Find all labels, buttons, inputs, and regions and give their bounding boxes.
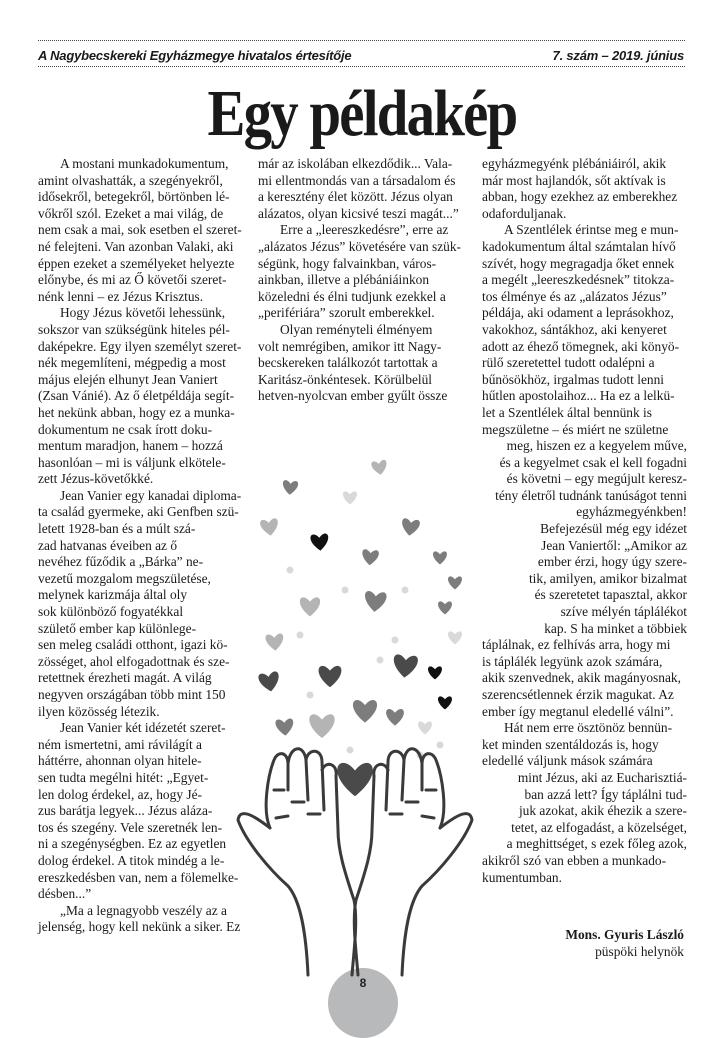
text-line: het nekünk abban, hogy ez a munka- xyxy=(38,404,235,420)
heart-icon xyxy=(371,459,388,476)
text-line: ember így megtanul eledellé válni”. xyxy=(482,703,674,719)
text-line: letett 1928-ban és a múlt szá- xyxy=(38,521,196,537)
issue-date: 7. szám – 2019. június xyxy=(552,48,684,63)
heart-icon xyxy=(300,597,320,616)
text-line: szívét, hogy megragadja őket ennek xyxy=(482,255,675,271)
text-line: tik, amilyen, amikor bizalmat xyxy=(528,570,687,586)
text-line: negyven országában több mint 150 xyxy=(38,687,226,702)
text-line: szíve mélyén táplálékot xyxy=(560,604,687,620)
publication-name: A Nagybecskereki Egyházmegye hivatalos értesítője xyxy=(38,48,352,63)
text-line: kap. S ha minket a többiek xyxy=(544,620,687,636)
text-line: Karitász-önkéntesek. Körülbelül xyxy=(258,371,433,387)
column-3 xyxy=(482,156,687,886)
heart-icon xyxy=(392,654,418,679)
text-line: let a Szentlélek által bennünk is xyxy=(482,404,652,420)
text-line: tos élménye és az „alázatos Jézus” xyxy=(482,288,667,304)
text-line: hűtlen apostolaihoz... Ha ez a lelkü- xyxy=(482,388,675,404)
text-line: Olyan reményteli élményem xyxy=(280,321,433,337)
paragraph xyxy=(38,720,244,903)
text-line: akik szenvednek, akik magányosnak, xyxy=(482,670,681,686)
text-line: is táplálék legyünk azok számára, xyxy=(482,653,663,669)
text-line: adott az éhező tömegnek, aki könyö- xyxy=(482,338,680,354)
dot-decoration xyxy=(297,632,304,639)
text-line: A mostani munkadokumentum, xyxy=(60,156,229,171)
paragraph xyxy=(258,322,468,405)
text-line: egyházmegyénkben! xyxy=(576,504,687,520)
heart-icon xyxy=(337,763,373,796)
text-line: és szeretetet tapasztal, akkor xyxy=(534,587,687,603)
text-line: sen meleg családi otthont, igazi kö- xyxy=(38,637,228,653)
text-line: akikről szó van ebben a munkado- xyxy=(482,852,667,868)
text-line: vőkről szól. Ezeket a mai világ, de xyxy=(38,205,224,221)
author-role: püspöki helynök xyxy=(595,944,684,959)
text-line: már most hajlandók, sőt aktívak is xyxy=(482,172,666,188)
text-line: volt nemrégiben, amikor itt Nagy- xyxy=(258,338,442,354)
text-line: len dolog érdekel, az, hogy Jé- xyxy=(38,786,202,802)
text-line: sen tudta megélni hitét: „Egyet- xyxy=(38,769,209,785)
paragraph xyxy=(482,156,687,222)
text-line: Jean Vaniertől: „Amikor az xyxy=(541,537,687,553)
text-line: nék megemlíteni, mégpedig a most xyxy=(38,355,226,371)
text-line: „alázatos Jézus” követésére van szük- xyxy=(258,238,461,254)
dot-decoration xyxy=(307,692,314,699)
paragraph xyxy=(258,156,468,222)
text-line: ereszkedésben van, nem a fölemelke- xyxy=(38,869,239,885)
text-line: előnybe, és mi az Ő követői szeret- xyxy=(38,272,227,288)
header-rule-top xyxy=(38,40,685,41)
text-line: ember érzi, hogy úgy szere- xyxy=(537,554,687,570)
text-line: vezetű mozgalom megszületése, xyxy=(38,570,211,586)
text-line: dolog érdekel. A titok mindég a le- xyxy=(38,852,225,868)
text-line: és a kegyelmet csak el kell fogadni xyxy=(499,454,687,470)
text-line: amint olvashatták, a szegényekről, xyxy=(38,172,223,188)
text-line: meg, hiszen ez a kegyelem műve, xyxy=(506,438,687,454)
text-line: hasonlóan – mi is váljunk elkötele- xyxy=(38,454,226,470)
text-line: kumentumban. xyxy=(482,869,562,885)
hands-hearts-illustration xyxy=(230,430,480,990)
dot-decoration xyxy=(437,742,444,749)
heart-icon xyxy=(386,709,404,726)
text-line: désben...” xyxy=(38,886,92,902)
text-line: ta család gyermeke, aki Genfben szü- xyxy=(38,504,239,520)
text-line: alázatos, olyan kicsivé teszi magát...” xyxy=(258,205,459,221)
text-line: né felejteni. Van azonban Valaki, aki xyxy=(38,238,234,254)
text-line: tos és szegény. Vele szeretnék len- xyxy=(38,819,223,835)
text-line: Jean Vanier két idézetét szeret- xyxy=(60,720,226,736)
text-line: sokszor van szükségünk hiteles pél- xyxy=(38,321,230,337)
heart-icon xyxy=(260,518,280,537)
heart-icon xyxy=(310,533,329,551)
text-line: Befejezésül még egy idézet xyxy=(540,521,687,537)
text-line: éppen ezeket a személyeket helyezte xyxy=(38,255,235,271)
text-line: hetven-nyolcvan ember gyűlt össze xyxy=(258,388,448,404)
dot-decoration xyxy=(347,747,354,754)
text-line: ban azzá lett? Így táplálni tud- xyxy=(524,786,687,802)
text-line: sok különböző fogyatékkal xyxy=(38,604,184,620)
heart-icon xyxy=(265,633,284,651)
heart-icon xyxy=(448,631,462,644)
text-line: közeledni és élni tudjunk ezekkel a xyxy=(258,288,446,304)
text-line: becskereken találkozót tartottak a xyxy=(258,355,438,371)
text-line: ni a szegénységben. Ez az egyetlen xyxy=(38,836,227,852)
text-line: dokumentum ne csak írott doku- xyxy=(38,421,213,437)
heart-icon xyxy=(448,576,462,589)
heart-icon xyxy=(319,666,342,687)
paragraph xyxy=(38,305,244,488)
text-line: vakokhoz, sántákhoz, aki kenyeret xyxy=(482,321,667,337)
column-2 xyxy=(258,156,468,405)
text-line: táplálnak, ez felhívás arra, hogy mi xyxy=(482,637,671,653)
heart-icon xyxy=(361,549,379,566)
dot-decoration xyxy=(342,587,349,594)
text-line: Hát nem erre ösztönöz bennün- xyxy=(504,720,673,736)
text-line: zett Jézus-követőkké. xyxy=(38,471,154,487)
text-line: példája, aki odament a leprásokhoz, xyxy=(482,305,674,321)
text-line: már az iskolában elkezdődik... Vala- xyxy=(258,156,453,171)
text-line: idősekről, betegekről, börtönben lé- xyxy=(38,189,230,205)
text-line: a meghittséget, s ezek főleg azok, xyxy=(506,836,687,852)
text-line: melynek karizmája által oly xyxy=(38,587,188,603)
text-line: ilyen közösség létezik. xyxy=(38,703,160,719)
author-name: Mons. Gyuris László xyxy=(565,927,684,942)
text-line: juk azokat, akik éhezik a szere- xyxy=(518,803,687,819)
dot-decoration xyxy=(402,587,409,594)
text-line: zus barátja legyek... Jézus aláza- xyxy=(38,803,213,819)
heart-icon xyxy=(438,696,452,709)
paragraph xyxy=(38,488,244,720)
paragraph xyxy=(482,521,687,720)
text-line: eledellé váljunk mások számára xyxy=(482,753,653,769)
text-line: a megélt „leereszkedésnek” titokza- xyxy=(482,272,675,288)
text-line: retettnek érezheti magát. A világ xyxy=(38,670,212,686)
paragraph xyxy=(482,720,687,886)
page-number: 8 xyxy=(359,976,367,990)
dot-decoration xyxy=(287,567,294,574)
dot-decoration xyxy=(377,657,384,664)
text-line: „Ma a legnagyobb veszély az a xyxy=(60,902,227,918)
text-line: bűnösökhöz, irgalmas tudott lenni xyxy=(482,371,664,387)
text-line: ket minden szentáldozás is, hogy xyxy=(482,736,659,752)
text-line: mentum maradjon, hanem – hozzá xyxy=(38,438,223,454)
text-line: háttérre, ahonnan olyan hitele- xyxy=(38,753,202,769)
heart-icon xyxy=(309,714,334,738)
text-line: egyházmegyénk plébániáiról, akik xyxy=(482,156,667,171)
text-line: odaforduljanak. xyxy=(482,205,567,221)
text-line: „perifériára” szorult emberekkel. xyxy=(258,305,435,321)
text-line: nénk lenni – ez Jézus Krisztus. xyxy=(38,288,204,304)
text-line: zad hatvanas éveiben az ő xyxy=(38,537,178,553)
text-line: ségünk, hogy falvainkban, város- xyxy=(258,255,437,271)
paragraph xyxy=(482,222,687,521)
heart-icon xyxy=(258,671,281,693)
heart-icon xyxy=(418,721,432,734)
heart-icon xyxy=(275,718,294,736)
text-line: Erre a „leereszkedésre”, erre az xyxy=(280,222,449,238)
text-line: kadokumentum által számtalan hívő xyxy=(482,238,676,254)
text-line: mint Jézus, aki az Eucharisztiá- xyxy=(517,769,687,785)
text-line: Jean Vanier egy kanadai diploma- xyxy=(60,487,242,503)
text-line: zösséget, ahol elfogadottnak és sze- xyxy=(38,653,230,669)
paragraph xyxy=(38,903,244,936)
heart-icon xyxy=(343,491,357,504)
heart-icon xyxy=(400,518,420,537)
heart-icon xyxy=(282,480,298,496)
heart-icon xyxy=(433,551,447,564)
text-line: tetet, az elfogadást, a közelséget, xyxy=(511,819,687,835)
text-line: megszületne – és miért ne születne xyxy=(482,421,669,437)
article-title: Egy példakép xyxy=(207,77,517,150)
text-line: (Zsan Vánié). Az ő életpéldája segít- xyxy=(38,388,235,404)
paragraph xyxy=(258,222,468,322)
paragraph xyxy=(38,156,244,305)
text-line: ném ismertetni, ami rávilágít a xyxy=(38,736,202,752)
text-line: jelenség, hogy kell nekünk a siker. Ez xyxy=(38,919,241,935)
dot-decoration xyxy=(392,637,399,644)
text-line: és követni – egy megújult keresz- xyxy=(506,471,687,487)
text-line: tény életről tudnánk tanúságot tenni xyxy=(495,487,687,503)
column-1 xyxy=(38,156,244,936)
text-line: nevéhez fűződik a „Bárka” ne- xyxy=(38,554,204,570)
heart-icon xyxy=(353,700,377,723)
text-line: születő ember kap különlege- xyxy=(38,620,197,636)
text-line: A Szentlélek érintse meg e mun- xyxy=(504,222,679,238)
text-line: a keresztény élet között. Jézus olyan xyxy=(258,189,453,205)
heart-icon xyxy=(364,591,387,613)
text-line: Hogy Jézus követői lehessünk, xyxy=(60,305,226,321)
heart-icon xyxy=(438,601,452,614)
text-line: szerencsétlennek érzik magukat. Az xyxy=(482,687,674,702)
heart-icon xyxy=(428,666,442,679)
text-line: ainkban, illetve a plébániáinkon xyxy=(258,272,430,288)
text-line: nem csak a mai, sok esetben el szeret- xyxy=(38,222,242,238)
text-line: daképekre. Egy ilyen személyt szeret- xyxy=(38,338,242,354)
text-line: abban, hogy ezekhez az emberekhez xyxy=(482,189,678,205)
text-line: május elején elhunyt Jean Vaniert xyxy=(38,371,218,387)
text-line: mi ellentmondás van a társadalom és xyxy=(258,172,456,188)
text-line: rülő szeretettel tudott odalépni a xyxy=(482,355,655,371)
header-rule-bottom xyxy=(38,66,685,67)
